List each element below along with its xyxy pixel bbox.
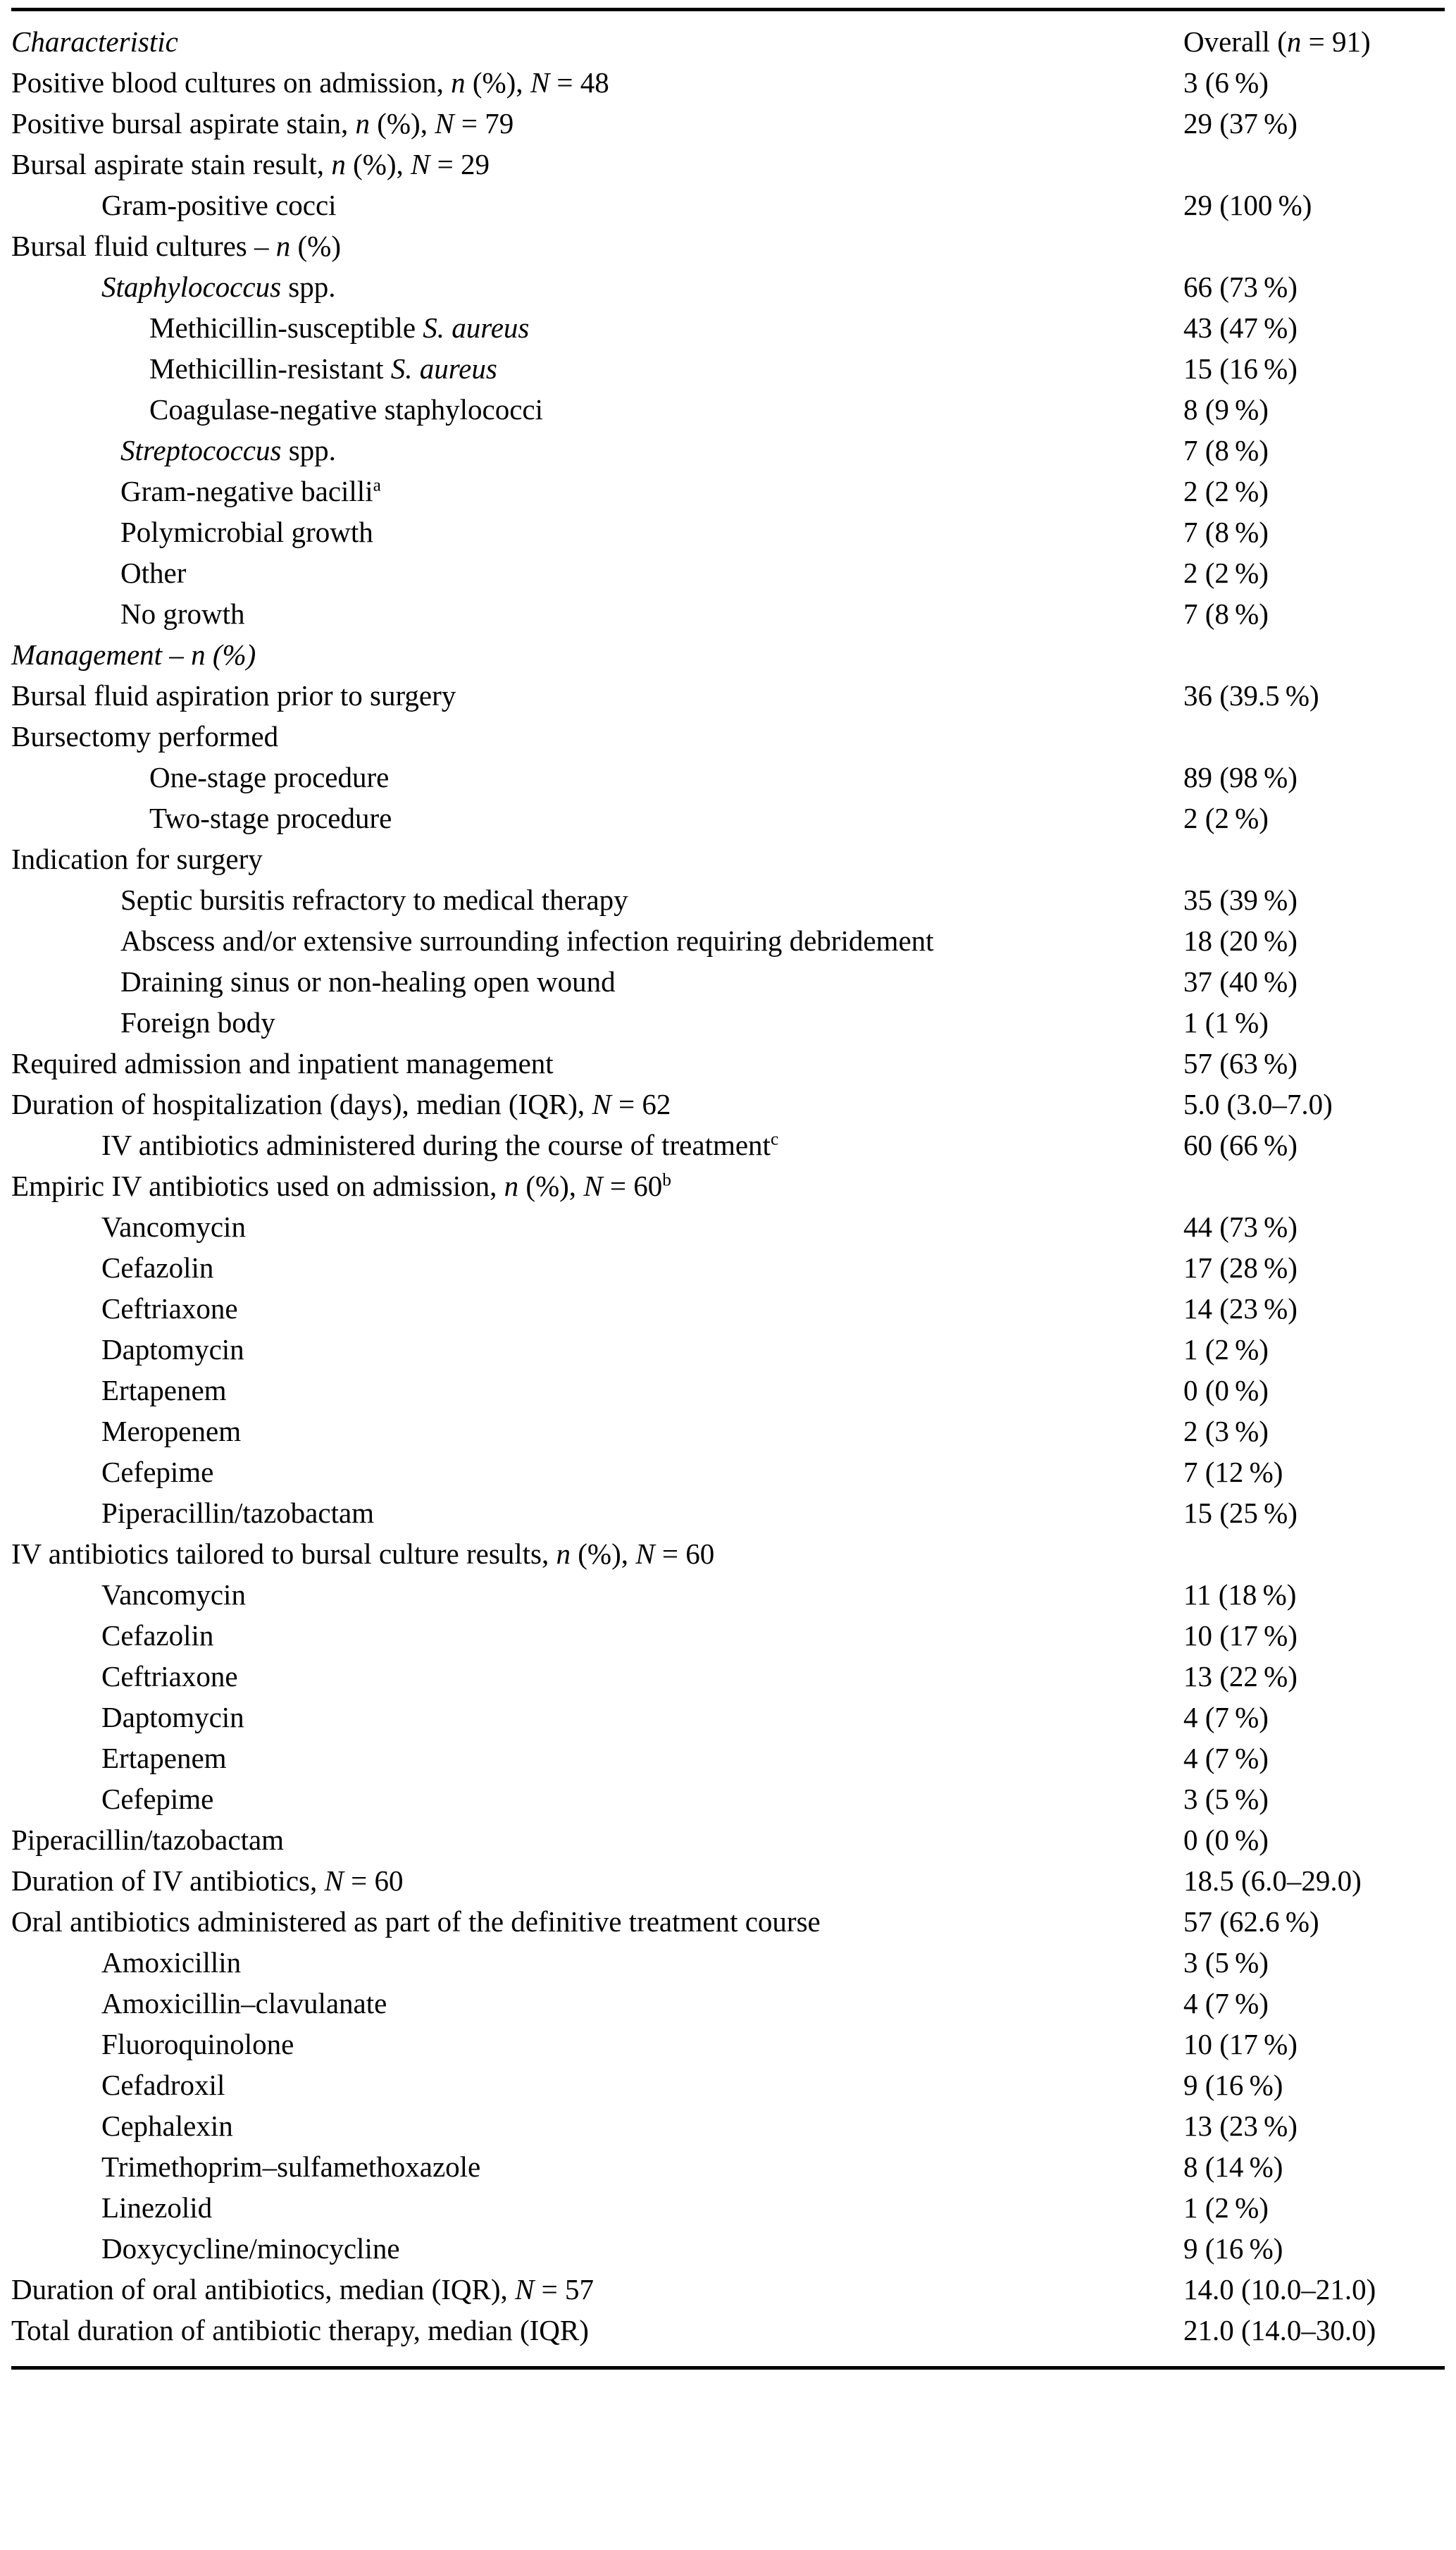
row-label: Abscess and/or extensive surrounding infection requiring debridement [120, 924, 934, 957]
table-row [11, 307, 1445, 348]
row-label: Meropenem [101, 1415, 242, 1447]
row-value: 9 (16 %) [1183, 2232, 1283, 2265]
row-value [1183, 144, 1445, 185]
row-label: IV antibiotics administered during the course of treatment$^c$ [101, 1129, 779, 1161]
row-value: 7 (8 %) [1183, 434, 1269, 466]
table-row [11, 716, 1445, 757]
row-value: 4 (7 %) [1183, 1987, 1269, 2019]
table-row [11, 634, 1445, 675]
table-row [11, 1942, 1445, 1983]
row-value: 4 (7 %) [1183, 1701, 1269, 1733]
table-row [11, 1574, 1445, 1615]
row-value: 9 (16 %) [1183, 2069, 1283, 2101]
table-row [11, 1411, 1445, 1452]
row-label: Bursal fluid aspiration prior to surgery [11, 679, 456, 712]
row-value: 2 (2 %) [1183, 802, 1269, 834]
row-value: 1 (1 %) [1183, 1006, 1269, 1039]
row-label: Foreign body [120, 1006, 275, 1039]
row-value: 15 (16 %) [1183, 352, 1298, 385]
table-row [11, 1656, 1445, 1697]
row-label: Ceftriaxone [101, 1292, 238, 1325]
row-label: Gram-positive cocci [101, 189, 337, 221]
row-label: Positive bursal aspirate stain, n (%), N = 79 [11, 107, 514, 140]
table-row [11, 2228, 1445, 2269]
row-value [1183, 225, 1445, 266]
table-row [11, 62, 1445, 103]
row-label: Linezolid [101, 2191, 213, 2224]
table-row [11, 552, 1445, 593]
table-row [11, 1084, 1445, 1125]
table-row [11, 1370, 1445, 1411]
table-row [11, 2146, 1445, 2187]
table-row [11, 1165, 1445, 1206]
row-value: 13 (23 %) [1183, 2110, 1298, 2142]
row-label: Bursectomy performed [11, 720, 279, 753]
row-value: 2 (2 %) [1183, 557, 1269, 589]
row-value: 7 (8 %) [1183, 598, 1269, 630]
row-label: Methicillin-resistant S. aureus [149, 352, 497, 385]
row-value: 66 (73 %) [1183, 271, 1298, 303]
row-value: 3 (6 %) [1183, 66, 1269, 99]
row-value: 44 (73 %) [1183, 1211, 1298, 1243]
row-label: Ceftriaxone [101, 1660, 238, 1692]
row-label: Total duration of antibiotic therapy, median (IQR) [11, 2314, 589, 2346]
row-value [1183, 1165, 1445, 1206]
row-value: 35 (39 %) [1183, 884, 1298, 916]
row-value [1183, 716, 1445, 757]
row-label: Coagulase-negative staphylococci [149, 393, 543, 426]
table-row [11, 1819, 1445, 1860]
row-value: 36 (39.5 %) [1183, 679, 1319, 712]
row-label: Daptomycin [101, 1701, 244, 1733]
row-label: Ertapenem [101, 1742, 227, 1774]
table-row [11, 2024, 1445, 2065]
row-label: Septic bursitis refractory to medical therapy [120, 884, 628, 916]
row-label: Required admission and inpatient management [11, 1047, 554, 1079]
row-value: 57 (63 %) [1183, 1047, 1298, 1079]
table-row [11, 593, 1445, 634]
table-row [11, 879, 1445, 920]
table-container [0, 8, 1456, 2370]
table-body [11, 21, 1445, 2351]
row-label: Bursal fluid cultures – n (%) [11, 230, 341, 262]
table-row [11, 185, 1445, 225]
row-value: 21.0 (14.0–30.0) [1183, 2314, 1376, 2346]
table-row [11, 838, 1445, 879]
row-value: 89 (98 %) [1183, 761, 1298, 793]
table-row [11, 1615, 1445, 1656]
row-label: Piperacillin/tazobactam [11, 1824, 285, 1856]
table-row [11, 2187, 1445, 2228]
row-label: Two-stage procedure [149, 802, 392, 834]
table-row [11, 757, 1445, 798]
row-value: 57 (62.6 %) [1183, 1905, 1319, 1938]
row-label: Duration of oral antibiotics, median (IQR), N = 57 [11, 2273, 595, 2305]
row-value: 13 (22 %) [1183, 1660, 1298, 1692]
row-value: 17 (28 %) [1183, 1251, 1298, 1284]
row-label: Cefazolin [101, 1619, 214, 1652]
row-value: 15 (25 %) [1183, 1497, 1298, 1529]
row-value: 14.0 (10.0–21.0) [1183, 2273, 1376, 2305]
row-label: Other [120, 557, 187, 589]
row-label: Cefadroxil [101, 2069, 225, 2101]
row-label: Piperacillin/tazobactam [101, 1497, 375, 1529]
table-row [11, 1125, 1445, 1165]
table-row [11, 471, 1445, 512]
characteristics-table [11, 21, 1445, 2351]
table-row [11, 1492, 1445, 1533]
row-value: 2 (3 %) [1183, 1415, 1269, 1447]
table-row [11, 1778, 1445, 1819]
row-value: 11 (18 %) [1183, 1578, 1297, 1611]
table-row [11, 798, 1445, 838]
row-label: IV antibiotics tailored to bursal culture results, n (%), N = 60 [11, 1537, 715, 1570]
row-label: Amoxicillin–clavulanate [101, 1987, 387, 2019]
row-label: Cefepime [101, 1456, 214, 1488]
row-value: 3 (5 %) [1183, 1783, 1269, 1815]
row-value: 0 (0 %) [1183, 1374, 1269, 1406]
row-value: 10 (17 %) [1183, 2028, 1298, 2060]
table-row [11, 2065, 1445, 2105]
table-bottom-rule [11, 2366, 1445, 2370]
row-value: 18 (20 %) [1183, 924, 1298, 957]
row-label: Positive blood cultures on admission, n (%), N = 48 [11, 66, 609, 99]
table-row [11, 1697, 1445, 1738]
row-label: Polymicrobial growth [120, 516, 373, 548]
row-label: Oral antibiotics administered as part of the definitive treatment course [11, 1905, 821, 1938]
row-label: Streptococcus spp. [120, 434, 336, 466]
row-label: Fluoroquinolone [101, 2028, 294, 2060]
row-value: 7 (8 %) [1183, 516, 1269, 548]
row-value: 18.5 (6.0–29.0) [1183, 1864, 1362, 1897]
row-value: 60 (66 %) [1183, 1129, 1298, 1161]
table-row [11, 512, 1445, 552]
row-value: 8 (14 %) [1183, 2150, 1283, 2183]
table-row [11, 675, 1445, 716]
row-value: 7 (12 %) [1183, 1456, 1283, 1488]
row-value: 5.0 (3.0–7.0) [1183, 1088, 1333, 1120]
row-label: One-stage procedure [149, 761, 390, 793]
table-row [11, 1738, 1445, 1778]
table-row [11, 1983, 1445, 2024]
row-label: Cefepime [101, 1783, 214, 1815]
table-row [11, 961, 1445, 1002]
table-top-rule [11, 8, 1445, 11]
row-label: Management – n (%) [11, 638, 256, 671]
row-label: No growth [120, 598, 245, 630]
row-value: 29 (37 %) [1183, 107, 1298, 140]
table-row [11, 2269, 1445, 2310]
table-row [11, 920, 1445, 961]
row-value: 37 (40 %) [1183, 965, 1298, 998]
row-label: Vancomycin [101, 1211, 246, 1243]
row-value [1183, 1533, 1445, 1574]
row-value: 1 (2 %) [1183, 2191, 1269, 2224]
row-label: Duration of IV antibiotics, N = 60 [11, 1864, 404, 1897]
table-header-row [11, 21, 1445, 62]
row-value: 8 (9 %) [1183, 393, 1269, 426]
table-row [11, 1043, 1445, 1084]
row-value: 1 (2 %) [1183, 1333, 1269, 1366]
row-label: Empiric IV antibiotics used on admission, n (%), $N = 60^b$ [11, 1170, 671, 1202]
table-row [11, 1452, 1445, 1492]
table-row [11, 2310, 1445, 2351]
row-label: Doxycycline/minocycline [101, 2232, 400, 2265]
table-row [11, 1247, 1445, 1288]
table-row [11, 2105, 1445, 2146]
row-label: Duration of hospitalization (days), median (IQR), N = 62 [11, 1088, 671, 1120]
row-value: 0 (0 %) [1183, 1824, 1269, 1856]
row-label: Cephalexin [101, 2110, 233, 2142]
row-label: Ertapenem [101, 1374, 227, 1406]
row-label: Draining sinus or non-healing open wound [120, 965, 616, 998]
column-header-overall: Overall (n = 91) [1183, 25, 1371, 58]
row-label: Amoxicillin [101, 1946, 242, 1979]
table-row [11, 348, 1445, 389]
table-row [11, 266, 1445, 307]
row-label: Daptomycin [101, 1333, 244, 1366]
table-row [11, 1288, 1445, 1329]
table-row [11, 1533, 1445, 1574]
row-value: 4 (7 %) [1183, 1742, 1269, 1774]
row-label: Vancomycin [101, 1578, 246, 1611]
row-value [1183, 838, 1445, 879]
table-row [11, 1860, 1445, 1901]
row-label: Gram-negative bacilli$^a$ [120, 475, 381, 507]
row-label: Staphylococcus spp. [101, 271, 336, 303]
table-row [11, 1002, 1445, 1043]
row-label: Indication for surgery [11, 843, 263, 875]
row-value: 2 (2 %) [1183, 475, 1269, 507]
row-label: Trimethoprim–sulfamethoxazole [101, 2150, 481, 2183]
table-row [11, 389, 1445, 430]
row-value: 43 (47 %) [1183, 311, 1298, 344]
table-row [11, 1329, 1445, 1370]
row-value: 10 (17 %) [1183, 1619, 1298, 1652]
table-row [11, 144, 1445, 185]
row-value [1183, 634, 1445, 675]
row-value: 29 (100 %) [1183, 189, 1312, 221]
column-header-characteristic: Characteristic [11, 25, 178, 58]
table-row [11, 1206, 1445, 1247]
row-label: Cefazolin [101, 1251, 214, 1284]
row-label: Bursal aspirate stain result, n (%), N = 29 [11, 148, 490, 180]
table-row [11, 1901, 1445, 1942]
table-row [11, 225, 1445, 266]
row-value: 3 (5 %) [1183, 1946, 1269, 1979]
table-row [11, 103, 1445, 144]
row-label: Methicillin-susceptible S. aureus [149, 311, 530, 344]
row-value: 14 (23 %) [1183, 1292, 1298, 1325]
table-row [11, 430, 1445, 471]
